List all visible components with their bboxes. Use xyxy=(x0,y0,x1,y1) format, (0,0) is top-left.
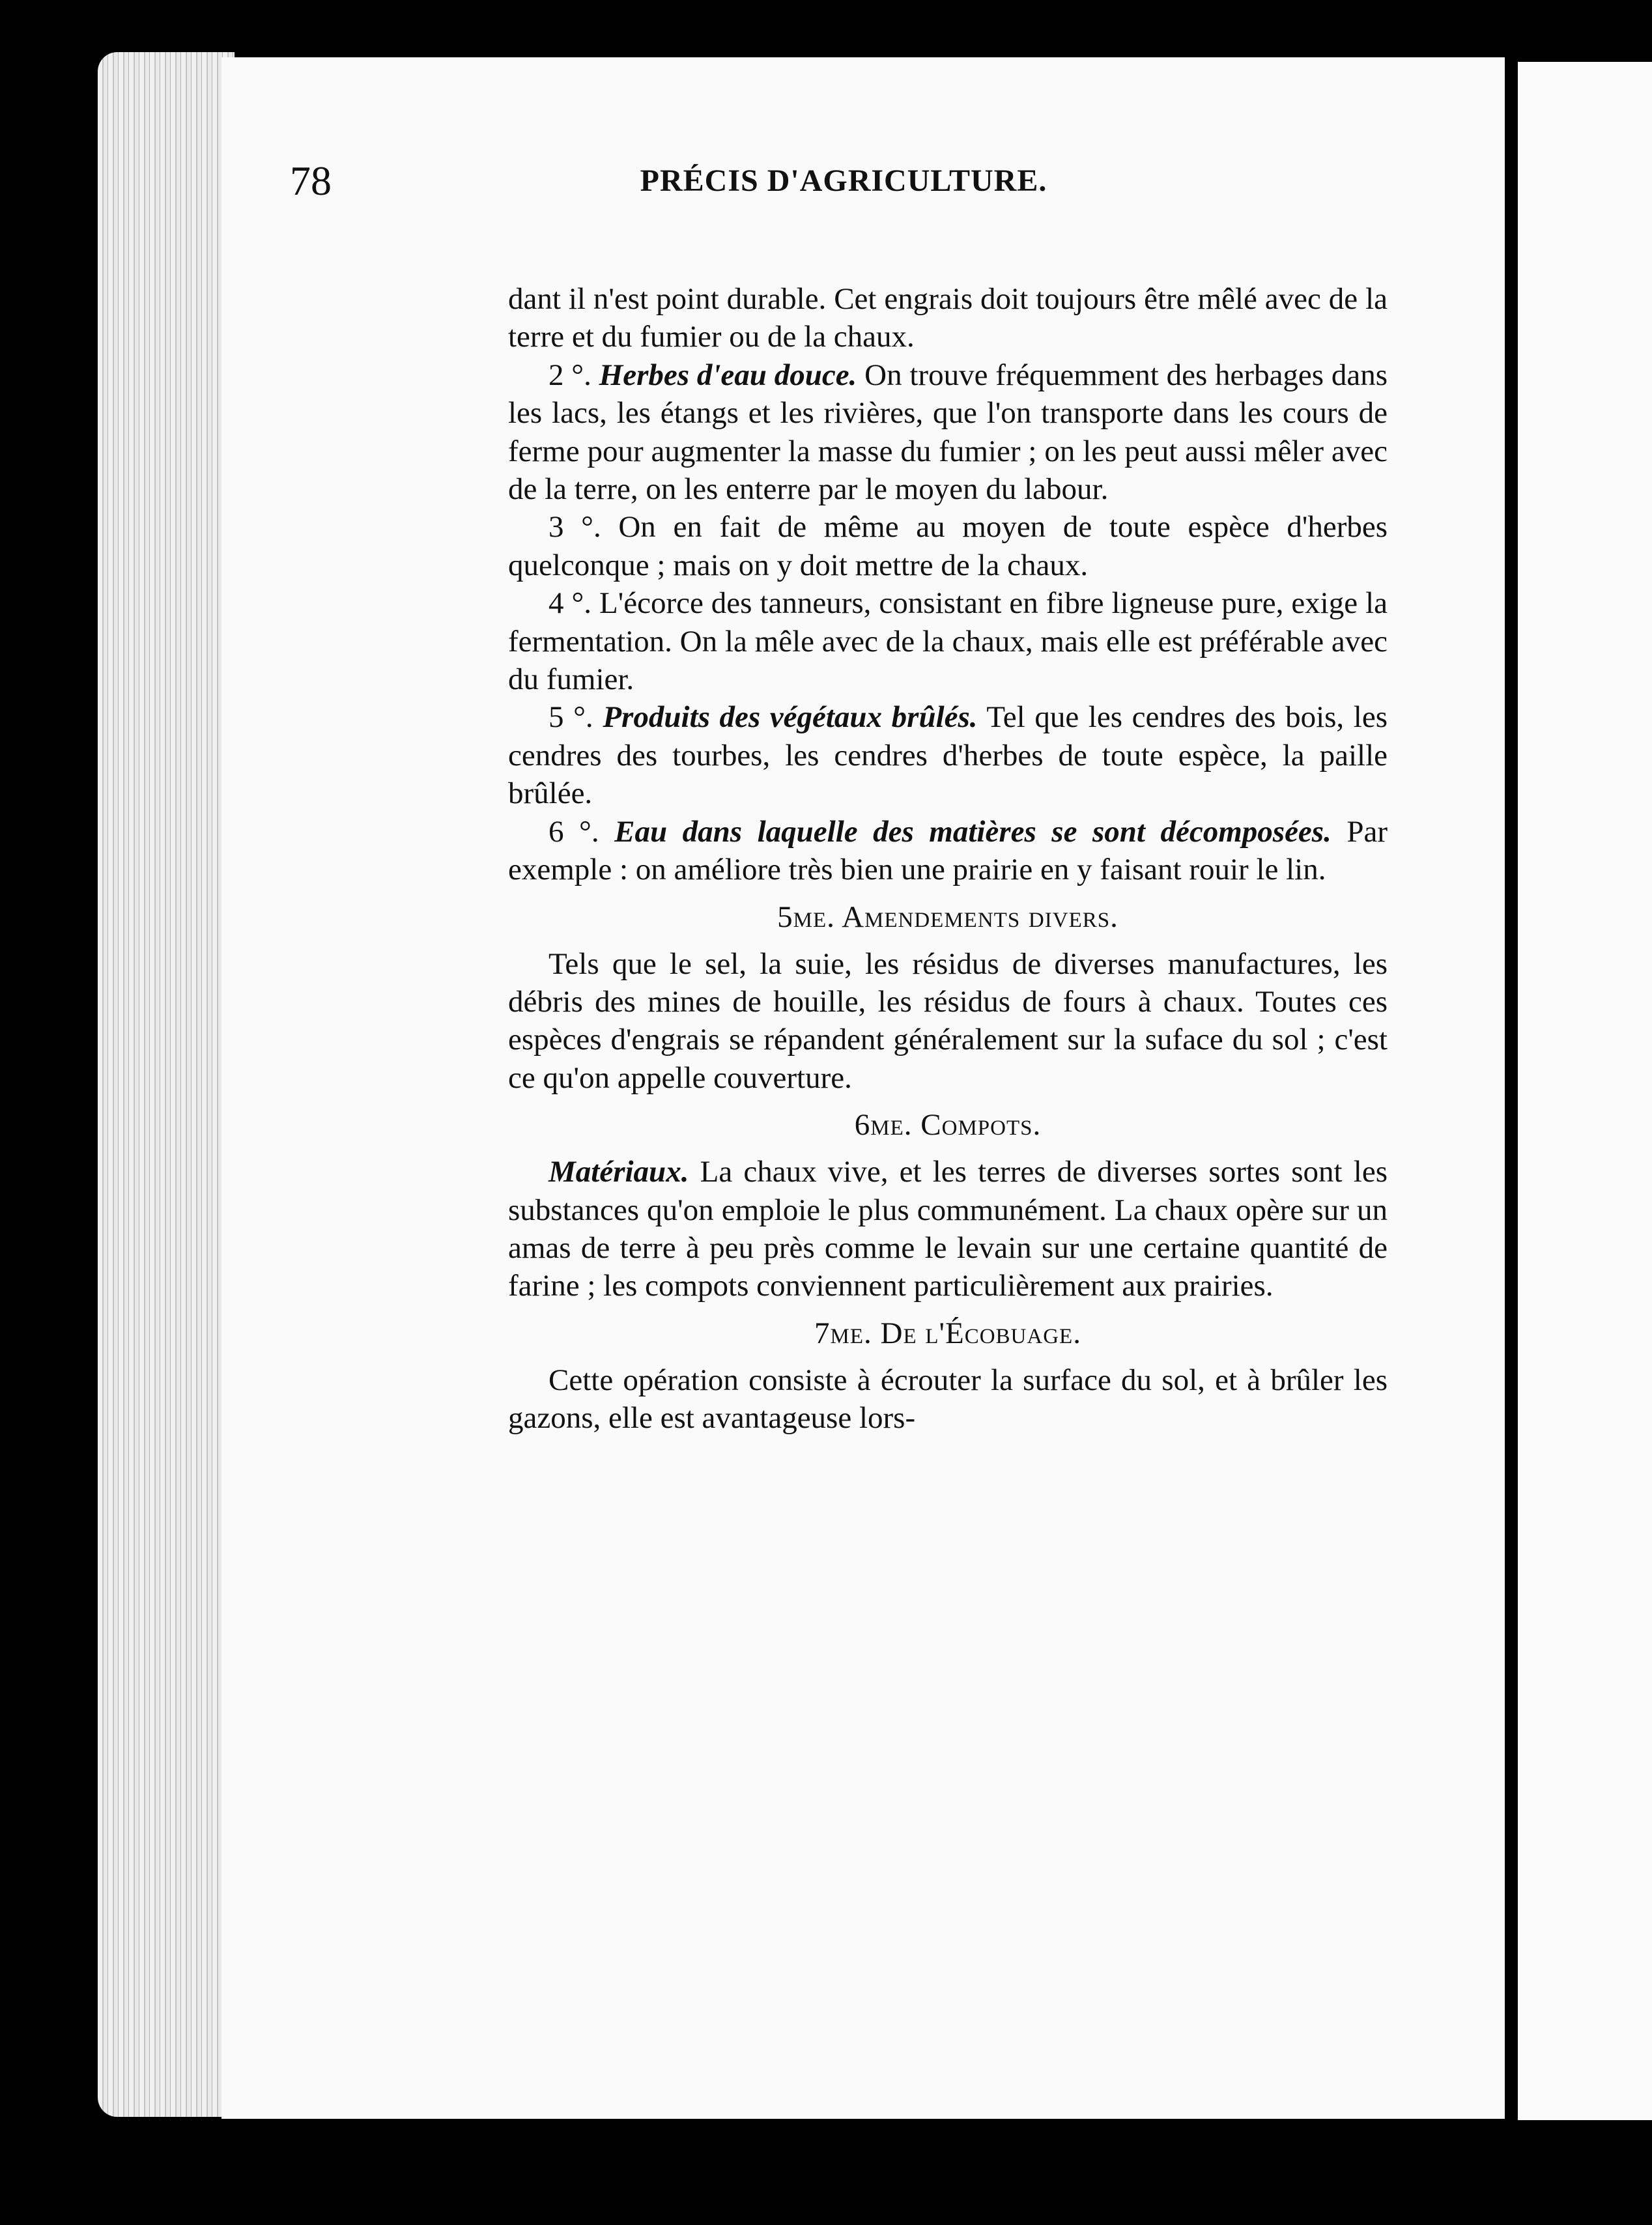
item-number: 6 °. xyxy=(548,814,599,849)
item-text: On trouve fréquemment des herbages dans les lacs, les étangs et les rivières, que l'on transporte dans les cours de ferme pour augmenter la masse du fumier ; on les peut aussi mêler avec de la terre, on les enterre par le moyen du labour. xyxy=(508,358,1388,507)
facing-page-edge xyxy=(1518,62,1652,2120)
section-paragraph-amendements: Tels que le sel, la suie, les résidus de diverses manufactures, les débris des mines de houille, les résidus de fours à chaux. Toutes ces espèces d'engrais se répandent généralement sur la suface du sol ; c'est ce qu'on appelle couverture. xyxy=(508,946,1388,1095)
section-paragraph-ecobuage: Cette opération consiste à écrouter la surface du sol, et à brûler les gazons, elle est avantageuse lors- xyxy=(508,1363,1388,1436)
page-number: 78 xyxy=(290,158,332,204)
item-number: 2 °. xyxy=(548,358,591,392)
section-heading-ecobuage: 7me. De l'Écobuage. xyxy=(814,1316,1081,1350)
section-heading-amendements: 5me. Amendements divers. xyxy=(777,900,1118,934)
item-3 xyxy=(508,508,1388,584)
item-title: Herbes d'eau douce. xyxy=(599,358,857,392)
paragraph-text: La chaux vive, et les terres de diverses sortes sont les substances qu'on emploie le plus communément. La chaux opère sur un amas de terre à peu près comme le levain sur une certaine quantité de farine ; les compots conviennent particulièrement aux prairies. xyxy=(508,1155,1388,1303)
item-number: 5 °. xyxy=(548,700,593,735)
item-text: L'écorce des tanneurs, consistant en fibre ligneuse pure, exige la fermentation. On la mêle avec de la chaux, mais elle est préférable avec du fumier. xyxy=(508,586,1388,697)
item-4 xyxy=(508,584,1388,698)
book-page-edges xyxy=(98,52,235,2117)
page-body xyxy=(508,280,1388,1438)
section-paragraph-compots xyxy=(508,1153,1388,1305)
item-title: Produits des végétaux brûlés. xyxy=(603,700,978,735)
running-title: PRÉCIS D'AGRICULTURE. xyxy=(640,163,1047,198)
item-5 xyxy=(508,698,1388,812)
section-heading-compots: 6me. Compots. xyxy=(854,1108,1042,1142)
item-2 xyxy=(508,356,1388,509)
paragraph-lead: Matériaux. xyxy=(548,1155,689,1189)
item-6 xyxy=(508,813,1388,889)
item-text: Tel que les cendres des bois, les cendres des tourbes, les cendres d'herbes de toute espèce, la paille brûlée. xyxy=(508,700,1388,811)
item-text: Par exemple : on améliore très bien une prairie en y faisant rouir le lin. xyxy=(508,814,1388,887)
paragraph-continuation: dant il n'est point durable. Cet engrais doit toujours être mêlé avec de la terre et du fumier ou de la chaux. xyxy=(508,282,1388,354)
item-number: 3 °. xyxy=(548,510,601,545)
page-header xyxy=(290,149,1397,214)
item-text: On en fait de même au moyen de toute espèce d'herbes quelconque ; mais on y doit mettre de la chaux. xyxy=(508,510,1388,582)
item-number: 4 °. xyxy=(548,586,592,621)
item-title: Eau dans laquelle des matières se sont décomposées. xyxy=(614,814,1332,849)
